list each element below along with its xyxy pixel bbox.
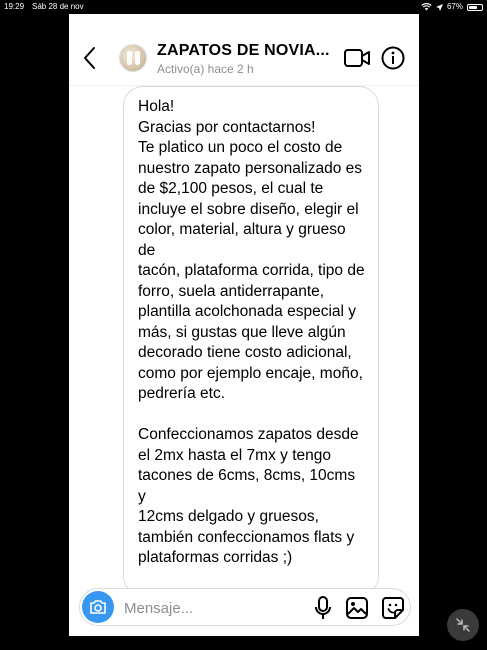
collapse-arrows-icon — [455, 617, 471, 633]
sticker-icon[interactable] — [382, 597, 404, 619]
camera-button[interactable] — [82, 591, 114, 623]
camera-icon — [89, 599, 107, 615]
status-date: Sáb 28 de nov — [32, 2, 84, 11]
wifi-icon — [421, 3, 432, 11]
status-time: 19:29 — [4, 2, 25, 11]
image-icon[interactable] — [346, 597, 368, 619]
chat-title[interactable]: ZAPATOS DE NOVIA... — [157, 42, 330, 59]
battery-percent: 67% — [446, 2, 463, 11]
chat-header — [69, 14, 419, 86]
message-bubble — [123, 86, 379, 596]
battery-icon — [467, 4, 483, 11]
message-composer — [79, 588, 411, 626]
microphone-icon[interactable] — [314, 596, 332, 620]
status-bar — [0, 0, 487, 14]
active-status: Activo(a) hace 2 h — [157, 62, 254, 76]
info-icon[interactable] — [381, 46, 405, 70]
chat-window — [69, 14, 419, 636]
video-call-icon[interactable] — [344, 48, 370, 68]
back-chevron-icon[interactable] — [81, 44, 99, 72]
collapse-button[interactable] — [447, 609, 479, 641]
message-text: Hola! Gracias por contactarnos! Te platico un poco el costo de nuestro zapato personalizado es de $2,100 pesos, el cual te incluye el sobre diseño, elegir el color, material, altura y grueso de tacón, plataforma corrida, tipo de forro, suela antiderrapante, plantilla acolchonada especial y más, si gustas que lleve algún decorado tiene costo adicional, como por ejemplo encaje, moño, pedrería etc. Confeccionamos zapatos desde el 2mx hasta el 7mx y tengo tacones de 6cms, 8cms, 10cms y 12cms delgado y gruesos, también confeccionamos flats y plataformas corridas ;) — [138, 98, 365, 566]
message-input[interactable] — [122, 596, 296, 620]
location-icon — [436, 4, 443, 11]
avatar[interactable] — [119, 44, 147, 72]
status-right — [421, 0, 483, 14]
